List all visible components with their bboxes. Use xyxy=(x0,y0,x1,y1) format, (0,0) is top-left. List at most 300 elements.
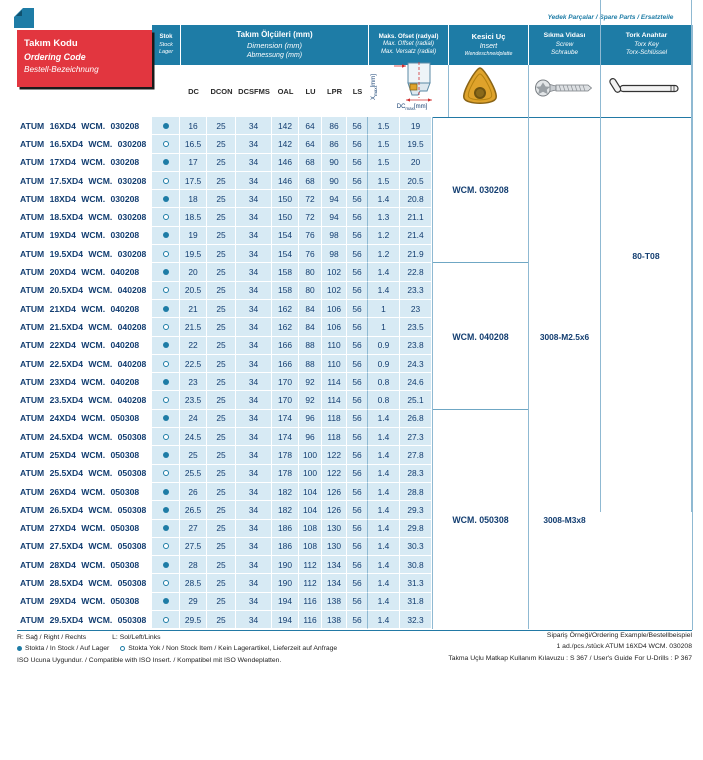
cell-oal: 186 xyxy=(272,520,299,538)
cell-dcsfms: 34 xyxy=(236,117,272,135)
cell-dcon: 25 xyxy=(207,556,236,574)
non-stock-dot xyxy=(163,543,169,549)
stock-cell xyxy=(152,172,180,190)
cell-xmax: 1.5 xyxy=(368,117,400,135)
cell-lu: 112 xyxy=(299,574,322,592)
cell-dcon: 25 xyxy=(207,154,236,172)
cell-xmax: 1.4 xyxy=(368,611,400,629)
table-row xyxy=(17,263,432,281)
in-stock-dot xyxy=(163,342,169,348)
cell-dcon: 25 xyxy=(207,318,236,336)
cell-oal: 190 xyxy=(272,556,299,574)
non-stock-dot xyxy=(163,580,169,586)
cell-dcsfms: 34 xyxy=(236,355,272,373)
cell-dcmax: 24.6 xyxy=(400,373,432,391)
table-row xyxy=(17,245,432,263)
cell-lu: 68 xyxy=(299,172,322,190)
stock-cell xyxy=(152,501,180,519)
cell-oal: 158 xyxy=(272,263,299,281)
cell-dc: 21.5 xyxy=(180,318,207,336)
cell-ls: 56 xyxy=(347,483,368,501)
in-stock-dot xyxy=(163,452,169,458)
cell-ls: 56 xyxy=(347,446,368,464)
cell-lpr: 118 xyxy=(322,428,347,446)
table-bottom-line xyxy=(17,630,692,631)
screw-icon xyxy=(534,78,594,98)
cell-dc: 20.5 xyxy=(180,282,207,300)
cell-dcsfms: 34 xyxy=(236,300,272,318)
stock-label-en: Stock xyxy=(159,41,173,48)
in-stock-dot xyxy=(163,415,169,421)
cell-dc: 28 xyxy=(180,556,207,574)
tool-code: ATUM 16XD4 WCM. 030208 xyxy=(17,117,152,135)
stock-cell xyxy=(152,410,180,428)
in-stock-dot xyxy=(163,507,169,513)
cell-lpr: 134 xyxy=(322,574,347,592)
in-stock-dot xyxy=(17,646,22,651)
stock-cell xyxy=(152,245,180,263)
tool-code: ATUM 28.5XD4 WCM. 050308 xyxy=(17,574,152,592)
cell-dcon: 25 xyxy=(207,465,236,483)
table-row xyxy=(17,300,432,318)
offset-diagram-icon xyxy=(392,62,448,102)
cell-dc: 27 xyxy=(180,520,207,538)
table-row xyxy=(17,172,432,190)
cell-dcsfms: 34 xyxy=(236,410,272,428)
cell-dcmax: 31.3 xyxy=(400,574,432,592)
stock-cell xyxy=(152,556,180,574)
screw-column xyxy=(528,117,600,629)
table-row xyxy=(17,538,432,556)
table-row xyxy=(17,282,432,300)
cell-ls: 56 xyxy=(347,428,368,446)
col-header-dc: DC xyxy=(188,86,199,96)
cell-dc: 23 xyxy=(180,373,207,391)
insert-group-label: WCM. 040208 xyxy=(433,263,528,409)
cell-xmax: 1.4 xyxy=(368,538,400,556)
stock-cell xyxy=(152,593,180,611)
stock-cell xyxy=(152,373,180,391)
tool-code: ATUM 23.5XD4 WCM. 040208 xyxy=(17,391,152,409)
divider-insert-screw xyxy=(528,65,529,117)
cell-lu: 76 xyxy=(299,227,322,245)
non-stock-dot xyxy=(120,646,125,651)
ordering-example-value: 1 ad./pcs./stück ATUM 16XD4 WCM. 030208 xyxy=(556,643,692,650)
cell-dcmax: 20.5 xyxy=(400,172,432,190)
cell-oal: 182 xyxy=(272,483,299,501)
cell-lu: 112 xyxy=(299,556,322,574)
cell-lu: 72 xyxy=(299,190,322,208)
cell-lu: 80 xyxy=(299,263,322,281)
cell-oal: 142 xyxy=(272,135,299,153)
stock-label-de: Lager xyxy=(158,48,174,55)
cell-dc: 22 xyxy=(180,337,207,355)
cell-xmax: 1.4 xyxy=(368,574,400,592)
tool-code: ATUM 19XD4 WCM. 030208 xyxy=(17,227,152,245)
table-row xyxy=(17,611,432,629)
spare-parts-header: Yedek Parçalar / Spare Parts / Ersatzteile xyxy=(547,14,674,21)
tool-code: ATUM 29.5XD4 WCM. 050308 xyxy=(17,611,152,629)
cell-lpr: 126 xyxy=(322,483,347,501)
cell-dcsfms: 34 xyxy=(236,593,272,611)
in-stock-dot xyxy=(163,562,169,568)
table-row xyxy=(17,337,432,355)
cell-dc: 19.5 xyxy=(180,245,207,263)
cell-ls: 56 xyxy=(347,263,368,281)
cell-lu: 100 xyxy=(299,446,322,464)
cell-lpr: 98 xyxy=(322,227,347,245)
cell-dcsfms: 34 xyxy=(236,391,272,409)
cell-dcmax: 24.3 xyxy=(400,355,432,373)
cell-lpr: 102 xyxy=(322,263,347,281)
ordering-example-title: Sipariş Örneği/Ordering Example/Bestellbeispiel xyxy=(546,632,692,639)
cell-dc: 16 xyxy=(180,117,207,135)
stock-cell xyxy=(152,227,180,245)
insert-column-header xyxy=(449,25,528,65)
cell-dc: 23.5 xyxy=(180,391,207,409)
legend-iso: ISO Ucuna Uygundur. / Compatible with ISO Insert. / Kompatibel mit ISO Wendeplatten. xyxy=(17,657,282,664)
stock-cell xyxy=(152,318,180,336)
cell-xmax: 1.4 xyxy=(368,190,400,208)
cell-ls: 56 xyxy=(347,593,368,611)
cell-lu: 84 xyxy=(299,300,322,318)
insert-label-de: Wendeschneidplatte xyxy=(464,50,513,57)
cell-dcsfms: 34 xyxy=(236,483,272,501)
in-stock-dot xyxy=(163,269,169,275)
cell-dcmax: 29.3 xyxy=(400,501,432,519)
cell-ls: 56 xyxy=(347,154,368,172)
cell-dcsfms: 34 xyxy=(236,227,272,245)
table-row xyxy=(17,227,432,245)
cell-lu: 76 xyxy=(299,245,322,263)
cell-lpr: 90 xyxy=(322,172,347,190)
cell-lpr: 106 xyxy=(322,318,347,336)
cell-xmax: 1.4 xyxy=(368,410,400,428)
tool-code: ATUM 24XD4 WCM. 050308 xyxy=(17,410,152,428)
col-header-oal: OAL xyxy=(277,86,294,96)
cell-dcon: 25 xyxy=(207,337,236,355)
cell-dcmax: 23.5 xyxy=(400,318,432,336)
torx-label-en: Torx Key xyxy=(634,41,659,49)
cell-dcmax: 27.3 xyxy=(400,428,432,446)
cell-dc: 27.5 xyxy=(180,538,207,556)
cell-dcsfms: 34 xyxy=(236,611,272,629)
cell-oal: 150 xyxy=(272,208,299,226)
cell-dcsfms: 34 xyxy=(236,538,272,556)
cell-xmax: 1.4 xyxy=(368,282,400,300)
stock-cell xyxy=(152,337,180,355)
cell-xmax: 1.4 xyxy=(368,446,400,464)
stock-cell xyxy=(152,117,180,135)
cell-xmax: 0.9 xyxy=(368,355,400,373)
cell-oal: 146 xyxy=(272,172,299,190)
cell-lu: 104 xyxy=(299,501,322,519)
cell-oal: 190 xyxy=(272,574,299,592)
cell-lpr: 110 xyxy=(322,337,347,355)
cell-dcmax: 21.9 xyxy=(400,245,432,263)
insert-label-tr: Kesici Uç xyxy=(471,32,506,42)
table-row xyxy=(17,428,432,446)
tool-code: ATUM 20XD4 WCM. 040208 xyxy=(17,263,152,281)
tool-code: ATUM 20.5XD4 WCM. 040208 xyxy=(17,282,152,300)
insert-group-label: WCM. 030208 xyxy=(452,185,509,196)
cell-dc: 21 xyxy=(180,300,207,318)
cell-dcsfms: 34 xyxy=(236,501,272,519)
cell-lu: 116 xyxy=(299,593,322,611)
cell-oal: 170 xyxy=(272,373,299,391)
cell-dcsfms: 34 xyxy=(236,135,272,153)
stock-cell xyxy=(152,190,180,208)
in-stock-dot xyxy=(163,379,169,385)
cell-dcon: 25 xyxy=(207,593,236,611)
cell-lpr: 130 xyxy=(322,520,347,538)
cell-oal: 142 xyxy=(272,117,299,135)
non-stock-dot xyxy=(163,141,169,147)
cell-lu: 72 xyxy=(299,208,322,226)
cell-dc: 26 xyxy=(180,483,207,501)
cell-ls: 56 xyxy=(347,245,368,263)
cell-dcmax: 21.1 xyxy=(400,208,432,226)
tool-code: ATUM 27XD4 WCM. 050308 xyxy=(17,520,152,538)
in-stock-dot xyxy=(163,306,169,312)
cell-lpr: 98 xyxy=(322,245,347,263)
in-stock-dot xyxy=(163,196,169,202)
cell-ls: 56 xyxy=(347,538,368,556)
dimensions-column-header xyxy=(181,25,368,65)
cell-ls: 56 xyxy=(347,574,368,592)
ordering-code-label-tr: Takım Kodu xyxy=(24,38,78,49)
cell-dc: 20 xyxy=(180,263,207,281)
cell-dcmax: 21.4 xyxy=(400,227,432,245)
cell-dcsfms: 34 xyxy=(236,556,272,574)
cell-dcmax: 31.8 xyxy=(400,593,432,611)
non-stock-dot xyxy=(163,361,169,367)
cell-dc: 25 xyxy=(180,446,207,464)
cell-xmax: 1.5 xyxy=(368,154,400,172)
cell-dcsfms: 34 xyxy=(236,263,272,281)
cell-dcmax: 23.8 xyxy=(400,337,432,355)
cell-dcmax: 19 xyxy=(400,117,432,135)
screw-column-header xyxy=(529,25,600,65)
screw-label-tr: Sıkma Vidası xyxy=(543,32,586,40)
cell-dcmax: 27.8 xyxy=(400,446,432,464)
cell-xmax: 0.8 xyxy=(368,373,400,391)
cell-dc: 17 xyxy=(180,154,207,172)
tool-code: ATUM 21XD4 WCM. 040208 xyxy=(17,300,152,318)
cell-dcmax: 28.3 xyxy=(400,465,432,483)
cell-dcsfms: 34 xyxy=(236,446,272,464)
cell-lu: 108 xyxy=(299,520,322,538)
user-guide-note: Takma Uçlu Matkap Kullanım Kılavuzu : S 367 / User's Guide For U-Drills : P 367 xyxy=(448,655,692,662)
cell-dcsfms: 34 xyxy=(236,154,272,172)
cell-lpr: 102 xyxy=(322,282,347,300)
cell-dc: 24.5 xyxy=(180,428,207,446)
cell-lu: 100 xyxy=(299,465,322,483)
stock-cell xyxy=(152,465,180,483)
cell-ls: 56 xyxy=(347,318,368,336)
cell-oal: 158 xyxy=(272,282,299,300)
table-row xyxy=(17,501,432,519)
cell-lpr: 126 xyxy=(322,501,347,519)
cell-lu: 68 xyxy=(299,154,322,172)
in-stock-dot xyxy=(163,232,169,238)
cell-lpr: 130 xyxy=(322,538,347,556)
table-row xyxy=(17,373,432,391)
cell-dcon: 25 xyxy=(207,574,236,592)
tool-code: ATUM 25.5XD4 WCM. 050308 xyxy=(17,465,152,483)
cell-dcsfms: 34 xyxy=(236,172,272,190)
cell-oal: 162 xyxy=(272,318,299,336)
table-row xyxy=(17,355,432,373)
cell-dcsfms: 34 xyxy=(236,190,272,208)
cell-lpr: 86 xyxy=(322,117,347,135)
cell-dcmax: 23.3 xyxy=(400,282,432,300)
col-header-ls: LS xyxy=(352,86,363,96)
cell-ls: 56 xyxy=(347,117,368,135)
cell-dcmax: 22.8 xyxy=(400,263,432,281)
cell-lpr: 138 xyxy=(322,593,347,611)
cell-ls: 56 xyxy=(347,611,368,629)
stock-cell xyxy=(152,355,180,373)
insert-label-en: Insert xyxy=(479,42,498,50)
screw-size-label: 3008-M3x8 xyxy=(543,514,586,525)
stock-cell xyxy=(152,574,180,592)
legend-stock: Stokta / In Stock / Auf Lager Stokta Yok / Non Stock Item / Kein Lagerartikel, Lieferzeit auf Anfrage xyxy=(17,645,337,652)
cell-ls: 56 xyxy=(347,391,368,409)
torx-key-value: 80-T08 xyxy=(632,251,660,262)
table-row xyxy=(17,593,432,611)
cell-oal: 174 xyxy=(272,428,299,446)
cell-lu: 116 xyxy=(299,611,322,629)
cell-oal: 186 xyxy=(272,538,299,556)
dimensions-label-de: Abmessung (mm) xyxy=(246,51,303,59)
cell-xmax: 1.4 xyxy=(368,593,400,611)
cell-lpr: 106 xyxy=(322,300,347,318)
cell-ls: 56 xyxy=(347,172,368,190)
in-stock-dot xyxy=(163,598,169,604)
table-row xyxy=(17,117,432,135)
cell-dcsfms: 34 xyxy=(236,428,272,446)
cell-lpr: 94 xyxy=(322,208,347,226)
section-corner-icon xyxy=(14,8,34,28)
insert-photo-icon xyxy=(458,66,502,112)
in-stock-dot xyxy=(163,159,169,165)
table-row xyxy=(17,318,432,336)
cell-ls: 56 xyxy=(347,355,368,373)
cell-dcon: 25 xyxy=(207,373,236,391)
tool-code: ATUM 22.5XD4 WCM. 040208 xyxy=(17,355,152,373)
divider-offset-insert xyxy=(448,65,449,117)
cell-oal: 174 xyxy=(272,410,299,428)
cell-dcmax: 28.8 xyxy=(400,483,432,501)
cell-oal: 194 xyxy=(272,593,299,611)
cell-lu: 88 xyxy=(299,337,322,355)
stock-cell xyxy=(152,538,180,556)
tool-code: ATUM 24.5XD4 WCM. 050308 xyxy=(17,428,152,446)
cell-dcon: 25 xyxy=(207,501,236,519)
cell-dc: 25.5 xyxy=(180,465,207,483)
tool-code: ATUM 17XD4 WCM. 030208 xyxy=(17,154,152,172)
table-row xyxy=(17,483,432,501)
cell-dc: 17.5 xyxy=(180,172,207,190)
cell-dc: 22.5 xyxy=(180,355,207,373)
cell-dcmax: 30.3 xyxy=(400,538,432,556)
cell-lu: 64 xyxy=(299,135,322,153)
non-stock-dot xyxy=(163,434,169,440)
cell-lu: 80 xyxy=(299,282,322,300)
cell-lu: 92 xyxy=(299,391,322,409)
stock-cell xyxy=(152,611,180,629)
cell-oal: 170 xyxy=(272,391,299,409)
screw-size-label xyxy=(529,117,600,263)
cell-xmax: 1.4 xyxy=(368,501,400,519)
cell-dcmax: 25.1 xyxy=(400,391,432,409)
ordering-code-label-en: Ordering Code xyxy=(24,51,86,62)
cell-xmax: 1.4 xyxy=(368,428,400,446)
cell-dcsfms: 34 xyxy=(236,373,272,391)
cell-ls: 56 xyxy=(347,465,368,483)
table-row xyxy=(17,154,432,172)
table-row xyxy=(17,465,432,483)
cell-ls: 56 xyxy=(347,227,368,245)
cell-oal: 146 xyxy=(272,154,299,172)
stock-cell xyxy=(152,263,180,281)
cell-dcmax: 20 xyxy=(400,154,432,172)
cell-xmax: 0.9 xyxy=(368,337,400,355)
cell-oal: 154 xyxy=(272,227,299,245)
cell-xmax: 1.2 xyxy=(368,245,400,263)
cell-lpr: 94 xyxy=(322,190,347,208)
screw-label-en: Screw xyxy=(555,41,574,49)
cell-dcon: 25 xyxy=(207,282,236,300)
stock-column-header xyxy=(152,25,180,65)
cell-dcmax: 19.5 xyxy=(400,135,432,153)
col-header-xmax: $X_{max}[mm]$ xyxy=(371,74,379,100)
cell-dcon: 25 xyxy=(207,428,236,446)
stock-cell xyxy=(152,483,180,501)
cell-ls: 56 xyxy=(347,373,368,391)
cell-lpr: 90 xyxy=(322,154,347,172)
cell-dcon: 25 xyxy=(207,117,236,135)
table-right-border xyxy=(692,25,693,630)
cell-ls: 56 xyxy=(347,208,368,226)
cell-dcon: 25 xyxy=(207,538,236,556)
offset-column-header xyxy=(369,25,448,65)
tool-code: ATUM 29XD4 WCM. 050308 xyxy=(17,593,152,611)
cell-lu: 96 xyxy=(299,428,322,446)
cell-dcon: 25 xyxy=(207,611,236,629)
torx-label-tr: Tork Anahtar xyxy=(625,32,668,40)
cell-ls: 56 xyxy=(347,337,368,355)
stock-cell xyxy=(152,135,180,153)
cell-lu: 92 xyxy=(299,373,322,391)
ordering-code-header xyxy=(17,30,152,87)
cell-ls: 56 xyxy=(347,190,368,208)
cell-lu: 96 xyxy=(299,410,322,428)
dimensions-label-tr: Takım Ölçüleri (mm) xyxy=(236,30,313,40)
cell-lu: 108 xyxy=(299,538,322,556)
table-row xyxy=(17,190,432,208)
cell-oal: 150 xyxy=(272,190,299,208)
cell-dcon: 25 xyxy=(207,208,236,226)
stock-cell xyxy=(152,520,180,538)
col-header-lpr: LPR xyxy=(327,86,342,96)
tool-code: ATUM 27.5XD4 WCM. 050308 xyxy=(17,538,152,556)
cell-xmax: 1.4 xyxy=(368,520,400,538)
cell-dc: 26.5 xyxy=(180,501,207,519)
stock-cell xyxy=(152,282,180,300)
offset-label-tr: Maks. Ofset (radyal) xyxy=(378,33,439,41)
